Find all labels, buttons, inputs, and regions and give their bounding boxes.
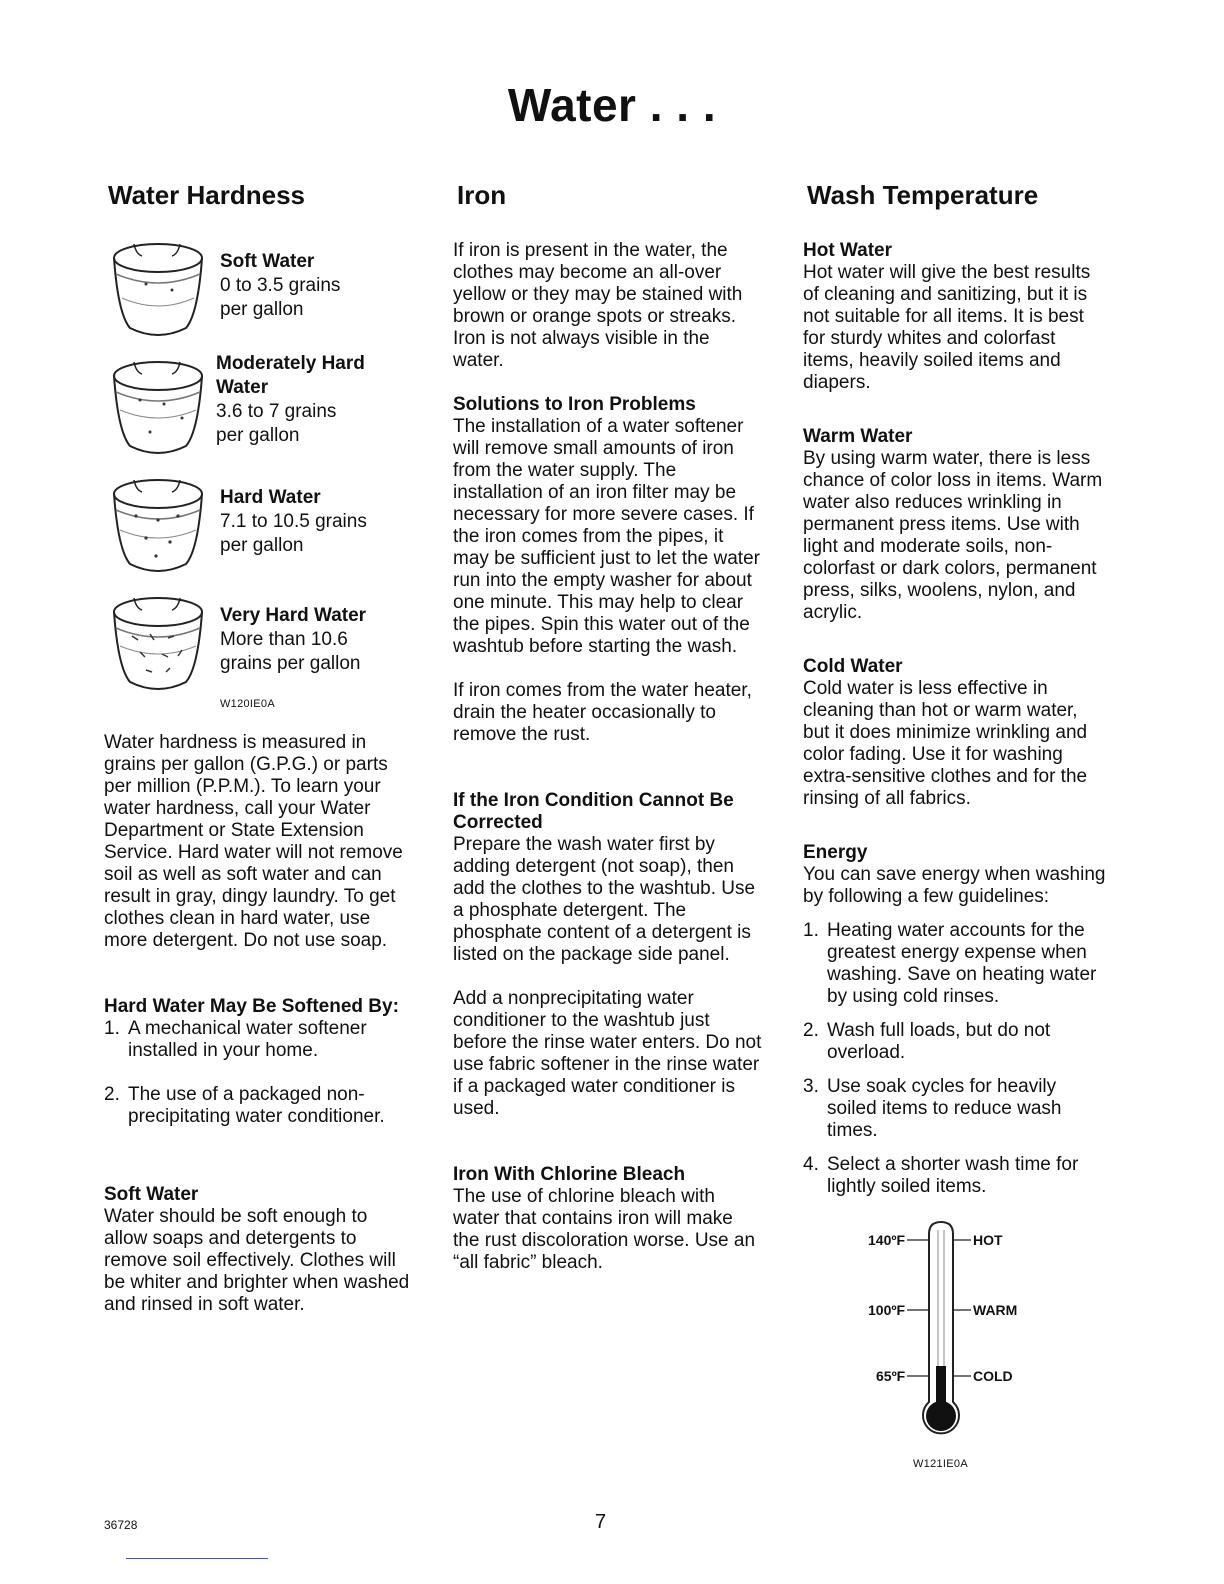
iron-bleach-heading: Iron With Chlorine Bleach xyxy=(453,1164,686,1185)
list-item-text: Wash full loads, but do not overload. xyxy=(827,1020,1051,1063)
hardness-level-hard xyxy=(104,470,414,588)
iron-bleach-text: The use of chlorine bleach with water that contains iron will make the rust discoloration worse. Use an “all fabric” bleach. xyxy=(453,1186,756,1273)
list-item-number: 2. xyxy=(104,1084,120,1105)
iron-cannot-text: Prepare the wash water first by adding detergent (not soap), then add the clothes to the washtub. Use a phosphate detergent. The phosphate content of a detergent is listed on the package side panel. xyxy=(453,834,756,965)
thermometer-figure-code: W121IE0A xyxy=(913,1458,968,1470)
hardness-level-soft xyxy=(104,234,414,352)
iron-heater-text: If iron comes from the water heater, drain the heater occasionally to remove the rust. xyxy=(453,680,752,745)
list-item-text: Select a shorter wash time for lightly soiled items. xyxy=(827,1154,1079,1197)
iron-cannot-heading: If the Iron Condition Cannot Be Corrected xyxy=(453,790,734,833)
moderately-hard-water-label: Moderately Hard xyxy=(216,353,365,374)
hot-water-text: Hot water will give the best results of cleaning and sanitizing, but it is not suitable for all items. It is best for sturdy whites and colorfast items, heavily soiled items and diapers. xyxy=(803,262,1091,393)
cold-water-heading: Cold Water xyxy=(803,656,903,677)
moderately-hard-water-unit: per gallon xyxy=(216,425,300,446)
very-hard-water-label: Very Hard Water xyxy=(220,605,367,626)
iron-solutions-text: The installation of a water softener will remove small amounts of iron from the water supply. The installation of an iron filter may be necessary for more severe cases. If the iron comes from the pipes, it may be sufficient just to let the water run into the empty washer for about one minute. This may help to clear the pipes. Spin this water out of the washtub before starting the wash. xyxy=(453,416,760,657)
hard-water-unit: per gallon xyxy=(220,535,304,556)
iron-intro-text: If iron is present in the water, the clothes may become an all-over yellow or they may be stained with brown or orange spots or streaks. Iron is not always visible in the water. xyxy=(453,240,743,371)
very-hard-water-text xyxy=(220,604,366,676)
soft-water-bucket-icon xyxy=(106,234,210,344)
list-item-text: The use of a packaged non-precipitating water conditioner. xyxy=(128,1084,385,1127)
list-item-number: 3. xyxy=(803,1076,819,1097)
list-item xyxy=(104,1018,414,1062)
list-item xyxy=(104,1084,414,1128)
energy-text: You can save energy when washing by following a few guidelines: xyxy=(803,864,1106,907)
water-hardness-column xyxy=(104,174,414,1316)
list-item-number: 4. xyxy=(803,1154,819,1175)
list-item-text: Use soak cycles for heavily soiled items to reduce wash times. xyxy=(827,1076,1062,1141)
page-title: Water . . . xyxy=(507,79,717,131)
thermometer-hot-temp: 140ºF xyxy=(868,1232,906,1248)
iron-heading: Iron xyxy=(457,180,507,210)
list-item-text: A mechanical water softener installed in your home. xyxy=(128,1018,367,1061)
soft-water-unit: per gallon xyxy=(220,299,304,320)
hardness-figure-code: W120IE0A xyxy=(220,698,275,710)
list-item xyxy=(803,920,1108,1008)
hardness-level-very-hard xyxy=(104,588,414,706)
document-code: 36728 xyxy=(104,1518,138,1532)
wash-temperature-heading: Wash Temperature xyxy=(807,180,1039,210)
thermometer-hot-label: HOT xyxy=(973,1232,1003,1248)
softened-heading: Hard Water May Be Softened By: xyxy=(104,996,399,1017)
iron-solutions-heading: Solutions to Iron Problems xyxy=(453,394,696,415)
moderately-hard-water-text xyxy=(216,352,365,448)
list-item-number: 2. xyxy=(803,1020,819,1041)
warm-water-heading: Warm Water xyxy=(803,426,913,447)
list-item-number: 1. xyxy=(104,1018,120,1039)
soft-water-body: Water should be soft enough to allow soaps and detergents to remove soil effectively. Clothes will be whiter and brighter when washed and rinsed in soft water. xyxy=(104,1206,410,1315)
wash-temperature-column xyxy=(803,174,1108,1476)
very-hard-water-unit: grains per gallon xyxy=(220,653,361,674)
very-hard-water-bucket-icon xyxy=(106,588,210,698)
soft-water-text xyxy=(220,250,340,322)
hard-water-text xyxy=(220,486,367,558)
thermometer-figure xyxy=(805,1216,1105,1476)
hardness-intro-text: Water hardness is measured in grains per gallon (G.P.G.) or parts per million (P.P.M.). To learn your water hardness, call your Water Department or State Extension Service. Hard water will not remove soil as well as soft water and can result in gray, dingy laundry. To get clothes clean in hard water, use more detergent. Do not use soap. xyxy=(104,732,403,951)
soft-water-range: 0 to 3.5 grains xyxy=(220,275,341,296)
hard-water-bucket-icon xyxy=(106,470,210,580)
hardness-level-moderate xyxy=(104,352,414,470)
thermometer-warm-temp: 100ºF xyxy=(868,1302,906,1318)
thermometer-warm-label: WARM xyxy=(973,1302,1018,1318)
cold-water-text: Cold water is less effective in cleaning than hot or warm water, but it does minimize wrinkling and color fading. Use it for washing extra-sensitive clothes and for the rinsing of all fabrics. xyxy=(803,678,1088,809)
water-hardness-heading: Water Hardness xyxy=(108,180,305,210)
energy-heading: Energy xyxy=(803,842,868,863)
list-item xyxy=(803,1154,1108,1198)
thermometer-cold-label: COLD xyxy=(973,1368,1013,1384)
soft-water-label: Soft Water xyxy=(220,251,315,272)
warm-water-text: By using warm water, there is less chance of color loss in items. Warm water also reduces wrinkling in permanent press items. Use with light and moderate soils, non-colorfast or dark colors, permanent press, silks, woolens, nylon, and acrylic. xyxy=(803,448,1103,623)
page-number: 7 xyxy=(595,1511,607,1533)
footer-divider xyxy=(126,1558,268,1559)
hard-water-range: 7.1 to 10.5 grains xyxy=(220,511,367,532)
moderately-hard-water-range: 3.6 to 7 grains xyxy=(216,401,337,422)
soft-water-heading: Soft Water xyxy=(104,1184,199,1205)
hot-water-heading: Hot Water xyxy=(803,240,893,261)
very-hard-water-range: More than 10.6 xyxy=(220,629,348,650)
list-item xyxy=(803,1020,1108,1064)
energy-list xyxy=(803,920,1108,1198)
list-item-text: Heating water accounts for the greatest energy expense when washing. Save on heating water by using cold rinses. xyxy=(827,920,1097,1007)
hard-water-label: Hard Water xyxy=(220,487,321,508)
iron-conditioner-text: Add a nonprecipitating water conditioner to the washtub just before the rinse water enters. Do not use fabric softener in the rinse water if a packaged water conditioner is used. xyxy=(453,988,762,1119)
moderately-hard-water-bucket-icon xyxy=(106,352,210,462)
thermometer-cold-temp: 65ºF xyxy=(876,1368,906,1384)
thermometer-icon xyxy=(805,1216,1105,1456)
iron-column xyxy=(453,174,763,1274)
moderately-hard-water-label-2: Water xyxy=(216,377,269,398)
list-item-number: 1. xyxy=(803,920,819,941)
list-item xyxy=(803,1076,1108,1142)
softened-list xyxy=(104,1018,414,1128)
